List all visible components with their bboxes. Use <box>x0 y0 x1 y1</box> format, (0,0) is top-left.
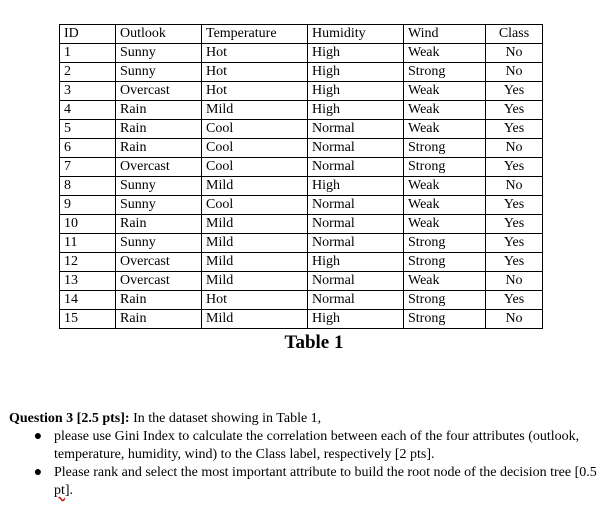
table-row <box>60 272 543 291</box>
cell-outlook: Rain <box>116 120 202 139</box>
cell-id: 12 <box>60 253 116 272</box>
cell-class: Yes <box>486 158 543 177</box>
table-row <box>60 177 543 196</box>
column-header-outlook: Outlook <box>116 25 202 44</box>
cell-humidity: Normal <box>308 158 404 177</box>
cell-class: Yes <box>486 215 543 234</box>
cell-humidity: Normal <box>308 272 404 291</box>
cell-temperature: Cool <box>202 196 308 215</box>
cell-humidity: Normal <box>308 196 404 215</box>
cell-temperature: Mild <box>202 272 308 291</box>
table-row <box>60 196 543 215</box>
cell-class: Yes <box>486 253 543 272</box>
spellcheck-word: pt <box>54 483 65 498</box>
cell-temperature: Hot <box>202 63 308 82</box>
cell-temperature: Hot <box>202 82 308 101</box>
table-row <box>60 44 543 63</box>
cell-humidity: Normal <box>308 120 404 139</box>
cell-wind: Strong <box>404 158 486 177</box>
bullet-text-2: Please rank and select the most important attribute to build the root node of the decision tree [0.5 <box>54 465 597 480</box>
cell-id: 4 <box>60 101 116 120</box>
question-intro: In the dataset showing in Table 1, <box>129 411 322 426</box>
bullet-text-1: please use Gini Index to calculate the correlation between each of the four attributes (outlook, temperature, humidity, wind) to the Class label, respectively [2 pts]. <box>54 429 580 462</box>
table-caption: Table 1 <box>284 332 344 353</box>
cell-class: No <box>486 310 543 329</box>
column-header-id: ID <box>60 25 116 44</box>
cell-outlook: Rain <box>116 215 202 234</box>
cell-id: 7 <box>60 158 116 177</box>
column-header-humidity: Humidity <box>308 25 404 44</box>
cell-id: 1 <box>60 44 116 63</box>
cell-class: No <box>486 44 543 63</box>
cell-outlook: Overcast <box>116 158 202 177</box>
table-body <box>60 44 543 329</box>
cell-humidity: Normal <box>308 291 404 310</box>
table-row <box>60 291 543 310</box>
cell-humidity: High <box>308 177 404 196</box>
cell-temperature: Mild <box>202 101 308 120</box>
cell-class: No <box>486 177 543 196</box>
cell-humidity: High <box>308 82 404 101</box>
cell-temperature: Cool <box>202 139 308 158</box>
cell-class: No <box>486 139 543 158</box>
cell-temperature: Hot <box>202 44 308 63</box>
cell-wind: Weak <box>404 101 486 120</box>
cell-humidity: High <box>308 310 404 329</box>
list-item <box>9 428 597 464</box>
list-item <box>9 464 597 500</box>
table-row <box>60 82 543 101</box>
cell-wind: Strong <box>404 63 486 82</box>
cell-humidity: Normal <box>308 215 404 234</box>
table-row <box>60 310 543 329</box>
cell-outlook: Rain <box>116 101 202 120</box>
cell-temperature: Mild <box>202 177 308 196</box>
cell-wind: Strong <box>404 139 486 158</box>
cell-class: Yes <box>486 291 543 310</box>
cell-outlook: Rain <box>116 291 202 310</box>
column-header-class: Class <box>486 25 543 44</box>
table-row <box>60 101 543 120</box>
table-header-row <box>60 25 543 44</box>
cell-outlook: Sunny <box>116 177 202 196</box>
cell-wind: Weak <box>404 196 486 215</box>
cell-wind: Weak <box>404 272 486 291</box>
cell-wind: Weak <box>404 215 486 234</box>
cell-class: Yes <box>486 234 543 253</box>
table-row <box>60 158 543 177</box>
column-header-temperature: Temperature <box>202 25 308 44</box>
question-bullet-list <box>9 428 597 500</box>
table-row <box>60 215 543 234</box>
bullet-text-2-tail: ]. <box>64 483 74 498</box>
cell-humidity: High <box>308 44 404 63</box>
cell-temperature: Cool <box>202 158 308 177</box>
cell-class: Yes <box>486 196 543 215</box>
cell-wind: Strong <box>404 310 486 329</box>
cell-temperature: Cool <box>202 120 308 139</box>
cell-wind: Weak <box>404 120 486 139</box>
cell-wind: Weak <box>404 177 486 196</box>
table-row <box>60 234 543 253</box>
cell-humidity: Normal <box>308 139 404 158</box>
cell-id: 11 <box>60 234 116 253</box>
cell-id: 8 <box>60 177 116 196</box>
cell-outlook: Sunny <box>116 63 202 82</box>
cell-class: Yes <box>486 120 543 139</box>
cell-humidity: High <box>308 101 404 120</box>
table-row <box>60 139 543 158</box>
cell-id: 6 <box>60 139 116 158</box>
question-heading <box>9 410 597 428</box>
cell-temperature: Mild <box>202 253 308 272</box>
table-row <box>60 120 543 139</box>
cell-class: No <box>486 63 543 82</box>
cell-outlook: Rain <box>116 310 202 329</box>
cell-outlook: Rain <box>116 139 202 158</box>
cell-id: 13 <box>60 272 116 291</box>
table-row <box>60 63 543 82</box>
table-row <box>60 253 543 272</box>
cell-wind: Strong <box>404 234 486 253</box>
bullet-icon: ● <box>33 429 43 444</box>
cell-id: 5 <box>60 120 116 139</box>
cell-id: 9 <box>60 196 116 215</box>
cell-id: 10 <box>60 215 116 234</box>
cell-outlook: Overcast <box>116 82 202 101</box>
cell-outlook: Sunny <box>116 234 202 253</box>
cell-class: No <box>486 272 543 291</box>
cell-outlook: Sunny <box>116 196 202 215</box>
cell-outlook: Overcast <box>116 253 202 272</box>
column-header-wind: Wind <box>404 25 486 44</box>
cell-humidity: Normal <box>308 234 404 253</box>
cell-wind: Strong <box>404 253 486 272</box>
cell-id: 15 <box>60 310 116 329</box>
bullet-icon: ● <box>33 465 43 480</box>
cell-temperature: Mild <box>202 215 308 234</box>
cell-humidity: High <box>308 253 404 272</box>
dataset-table <box>59 24 543 329</box>
cell-id: 2 <box>60 63 116 82</box>
cell-id: 3 <box>60 82 116 101</box>
cell-temperature: Mild <box>202 234 308 253</box>
cell-humidity: High <box>308 63 404 82</box>
cell-outlook: Overcast <box>116 272 202 291</box>
cell-temperature: Mild <box>202 310 308 329</box>
cell-class: Yes <box>486 101 543 120</box>
question-label: Question 3 [2.5 pts]: <box>9 411 130 426</box>
cell-wind: Strong <box>404 291 486 310</box>
cell-class: Yes <box>486 82 543 101</box>
cell-outlook: Sunny <box>116 44 202 63</box>
cell-temperature: Hot <box>202 291 308 310</box>
cell-wind: Weak <box>404 82 486 101</box>
cell-wind: Weak <box>404 44 486 63</box>
question-block <box>9 410 597 500</box>
cell-id: 14 <box>60 291 116 310</box>
